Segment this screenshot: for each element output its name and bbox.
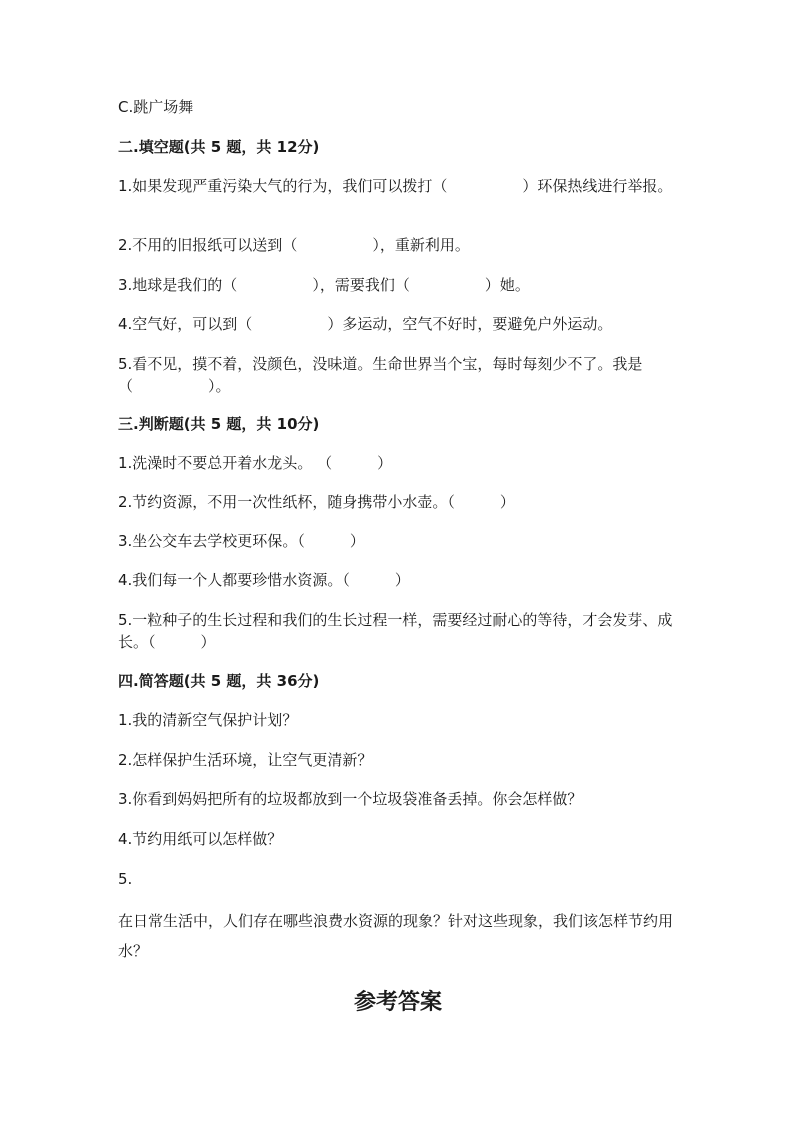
fill-blank-question-2: 2.不用的旧报纸可以送到（ ），重新利用。	[118, 236, 470, 254]
judgment-question-3: 3.坐公交车去学校更环保。（ ）	[118, 532, 365, 550]
fill-blank-question-1: 1.如果发现严重污染大气的行为，我们可以拨打（ ）环保热线进行举报。	[118, 177, 673, 195]
judgment-question-4: 4.我们每一个人都要珍惜水资源。（ ）	[118, 571, 410, 589]
fill-blank-question-3: 3.地球是我们的（ ），需要我们（ ）她。	[118, 276, 530, 294]
fill-blank-question-4: 4.空气好，可以到（ ）多运动，空气不好时，要避免户外运动。	[118, 315, 613, 333]
judgment-question-2: 2.节约资源，不用一次性纸杯，随身携带小水壶。（ ）	[118, 493, 515, 511]
short-answer-question-5-text: 在日常生活中，人们存在哪些浪费水资源的现象？针对这些现象，我们该怎样节约用水？	[118, 912, 674, 960]
judgment-question-5: 5.一粒种子的生长过程和我们的生长过程一样，需要经过耐心的等待，才会发芽、成长。（ ）	[118, 611, 673, 651]
fill-blank-question-5: 5.看不见，摸不着，没颜色，没味道。生命世界当个宝，每时每刻少不了。我是（ ）。	[118, 355, 643, 395]
section-two-heading: 二.填空题(共 5 题，共 12分)	[118, 138, 320, 156]
section-three-heading: 三.判断题(共 5 题，共 10分)	[118, 415, 320, 433]
judgment-question-1: 1.洗澡时不要总开着水龙头。 （ ）	[118, 454, 393, 472]
short-answer-question-3: 3.你看到妈妈把所有的垃圾都放到一个垃圾袋准备丢掉。你会怎样做？	[118, 790, 583, 808]
option-c: C.跳广场舞	[118, 98, 194, 116]
short-answer-question-4: 4.节约用纸可以怎样做？	[118, 830, 283, 848]
answer-key-title: 参考答案	[353, 989, 442, 1015]
section-four-heading: 四.简答题(共 5 题，共 36分)	[118, 672, 320, 690]
short-answer-question-1: 1.我的清新空气保护计划？	[118, 711, 298, 729]
short-answer-question-5-number: 5.	[118, 870, 133, 888]
short-answer-question-2: 2.怎样保护生活环境，让空气更清新？	[118, 751, 373, 769]
